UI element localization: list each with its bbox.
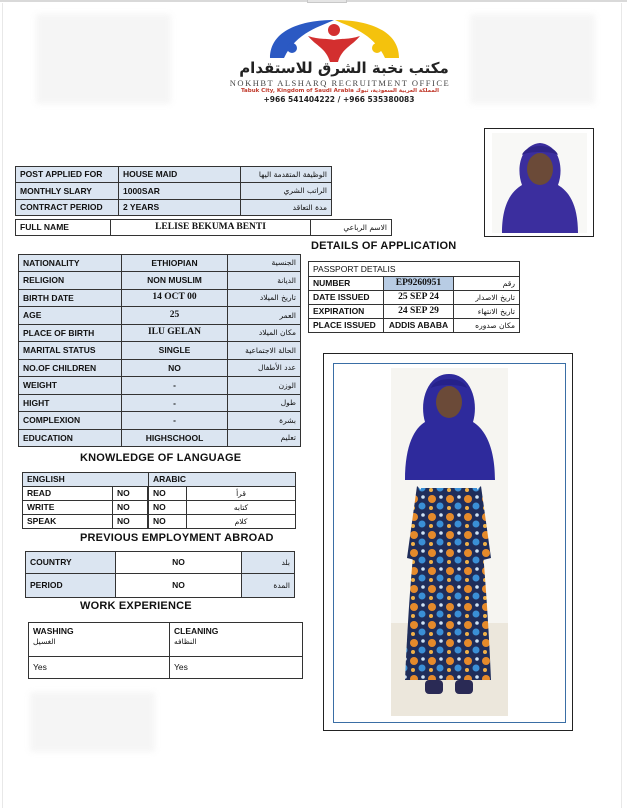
employment-label-ar: بلد <box>242 552 295 574</box>
personal-value: SINGLE <box>122 342 228 360</box>
personal-value: - <box>122 412 228 430</box>
language-arabic-value: NO <box>149 501 187 515</box>
full-body-photo <box>391 368 508 716</box>
employment-row <box>26 574 295 598</box>
personal-value: HIGHSCHOOL <box>122 430 228 447</box>
job-label: MONTHLY SLARY <box>16 183 119 200</box>
logo-left-dot <box>287 43 297 53</box>
employment-label: COUNTRY <box>26 552 116 574</box>
passport-label-ar: تاريخ الانتهاء <box>454 305 520 319</box>
full-name-label-ar: الاسم الرباعي <box>311 220 392 236</box>
language-table <box>22 472 296 529</box>
personal-label: BIRTH DATE <box>19 290 122 307</box>
personal-label-ar: مكان الميلاد <box>228 325 301 342</box>
employment-value: NO <box>116 574 242 598</box>
details-title: DETAILS OF APPLICATION <box>311 240 457 252</box>
passport-value: ADDIS ABABA <box>384 319 454 333</box>
logo-head <box>328 24 340 36</box>
work-table <box>28 622 303 679</box>
personal-value: NO <box>122 360 228 377</box>
personal-label: WEIGHT <box>19 377 122 395</box>
job-label-ar: الوظيفة المتقدمة اليها <box>241 167 332 183</box>
job-row <box>16 200 332 216</box>
personal-label-ar: الجنسية <box>228 255 301 272</box>
personal-row <box>19 395 301 412</box>
language-row <box>23 515 296 529</box>
personal-label: HIGHT <box>19 395 122 412</box>
company-address: Tabuk City, Kingdom of Saudi Arabia المملكة العربية السعودية، تبوك <box>241 88 439 94</box>
job-value: 1000SAR <box>119 183 241 200</box>
personal-row <box>19 360 301 377</box>
company-logo <box>262 18 407 64</box>
work-item-label: CLEANING <box>174 626 219 636</box>
employment-label: PERIOD <box>26 574 116 598</box>
work-item-value: Yes <box>170 657 303 679</box>
personal-value: - <box>122 377 228 395</box>
personal-label-ar: الديانة <box>228 272 301 290</box>
language-label: WRITE <box>23 501 113 515</box>
passport-row <box>309 291 520 305</box>
personal-label-ar: الوزن <box>228 377 301 395</box>
language-english-value: NO <box>113 501 148 515</box>
language-col-arabic: ARABIC <box>149 473 296 487</box>
language-arabic-value: NO <box>149 487 187 501</box>
employment-row <box>26 552 295 574</box>
redacted-area-top-right <box>470 14 595 104</box>
personal-row <box>19 255 301 272</box>
personal-row <box>19 377 301 395</box>
personal-label-ar: بشرة <box>228 412 301 430</box>
job-value: 2 YEARS <box>119 200 241 216</box>
personal-label-ar: الحالة الاجتماعية <box>228 342 301 360</box>
personal-value: - <box>122 395 228 412</box>
personal-row <box>19 272 301 290</box>
job-label-ar: الراتب الشري <box>241 183 332 200</box>
passport-row <box>309 305 520 319</box>
personal-row <box>19 307 301 325</box>
job-value: HOUSE MAID <box>119 167 241 183</box>
language-english-value: NO <box>113 487 148 501</box>
personal-label: EDUCATION <box>19 430 122 447</box>
personal-value: 14 OCT 00 <box>122 290 228 307</box>
work-item-label-ar: الغسيل <box>33 637 56 647</box>
company-name-arabic: مكتب نخبة الشرق للاستقدام <box>239 59 449 77</box>
work-item <box>170 623 303 657</box>
work-item <box>29 623 170 657</box>
language-label-ar: كتابه <box>187 501 296 515</box>
personal-label-ar: عدد الأطفال <box>228 360 301 377</box>
employment-value: NO <box>116 552 242 574</box>
personal-value: NON MUSLIM <box>122 272 228 290</box>
passport-value: 25 SEP 24 <box>384 291 454 305</box>
work-title: WORK EXPERIENCE <box>80 600 192 612</box>
job-row <box>16 183 332 200</box>
headshot-photo <box>492 133 587 233</box>
passport-title: PASSPORT DETALIS <box>309 262 520 277</box>
personal-label: RELIGION <box>19 272 122 290</box>
language-row <box>23 487 296 501</box>
personal-label-ar: طول <box>228 395 301 412</box>
employment-title: PREVIOUS EMPLOYMENT ABROAD <box>80 532 274 544</box>
personal-value: 25 <box>122 307 228 325</box>
personal-label-ar: تعليم <box>228 430 301 447</box>
work-item-label-ar: النظافه <box>174 637 197 647</box>
passport-label: NUMBER <box>309 277 384 291</box>
personal-row <box>19 412 301 430</box>
job-label: POST APPLIED FOR <box>16 167 119 183</box>
personal-value: ETHIOPIAN <box>122 255 228 272</box>
personal-value: ILU GELAN <box>122 325 228 342</box>
passport-label: PLACE ISSUED <box>309 319 384 333</box>
passport-row <box>309 277 520 291</box>
personal-row <box>19 430 301 447</box>
redacted-area-top-left <box>36 14 171 104</box>
language-col-english: ENGLISH <box>23 473 149 487</box>
personal-label-ar: تاريخ الميلاد <box>228 290 301 307</box>
employment-table <box>25 551 295 598</box>
passport-table <box>308 261 520 333</box>
passport-label-ar: رقم <box>454 277 520 291</box>
company-name-english: NOKHBT ALSHARQ RECRUITMENT OFFICE <box>229 78 451 88</box>
language-arabic-value: NO <box>149 515 187 529</box>
full-name-label: FULL NAME <box>16 220 111 236</box>
language-label-ar: قرأ <box>187 487 296 501</box>
company-phones: +966 541404222 / +966 535380083 <box>263 95 415 104</box>
passport-row <box>309 319 520 333</box>
employment-label-ar: المدة <box>242 574 295 598</box>
full-name-table <box>15 219 392 236</box>
logo-right-dot <box>372 43 382 53</box>
job-table <box>15 166 332 216</box>
personal-label: AGE <box>19 307 122 325</box>
language-label-ar: كلام <box>187 515 296 529</box>
passport-label-ar: تاريخ الاصدار <box>454 291 520 305</box>
personal-row <box>19 290 301 307</box>
language-english-value: NO <box>113 515 148 529</box>
language-label: READ <box>23 487 113 501</box>
passport-value: EP9260951 <box>384 277 454 291</box>
personal-row <box>19 342 301 360</box>
full-name-value: LELISE BEKUMA BENTI <box>111 220 311 236</box>
redacted-area-bottom-left <box>30 692 155 752</box>
personal-label: MARITAL STATUS <box>19 342 122 360</box>
personal-label: COMPLEXION <box>19 412 122 430</box>
personal-row <box>19 325 301 342</box>
job-label: CONTRACT PERIOD <box>16 200 119 216</box>
job-label-ar: مدة التعاقد <box>241 200 332 216</box>
personal-label: NATIONALITY <box>19 255 122 272</box>
language-row <box>23 501 296 515</box>
personal-label-ar: العمر <box>228 307 301 325</box>
passport-value: 24 SEP 29 <box>384 305 454 319</box>
passport-label: EXPIRATION <box>309 305 384 319</box>
personal-label: PLACE OF BIRTH <box>19 325 122 342</box>
passport-label: DATE ISSUED <box>309 291 384 305</box>
language-label: SPEAK <box>23 515 113 529</box>
work-item-value: Yes <box>29 657 170 679</box>
work-item-label: WASHING <box>33 626 74 636</box>
language-title: KNOWLEDGE OF LANGUAGE <box>80 452 242 464</box>
job-row <box>16 167 332 183</box>
personal-label: NO.OF CHILDREN <box>19 360 122 377</box>
passport-label-ar: مكان صدوره <box>454 319 520 333</box>
personal-details-table <box>18 254 301 447</box>
